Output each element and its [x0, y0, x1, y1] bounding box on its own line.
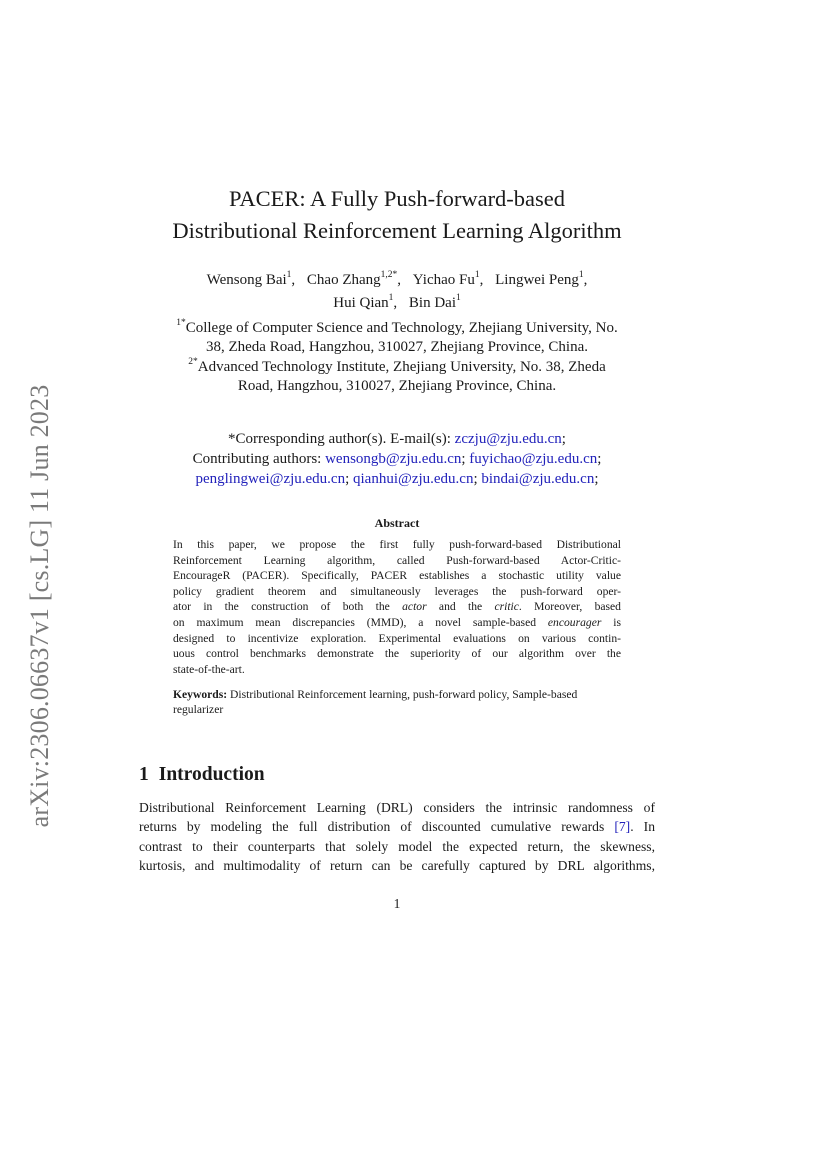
- arxiv-identifier-stamp: arXiv:2306.06637v1 [cs.LG] 11 Jun 2023: [25, 384, 54, 828]
- abstract-heading: Abstract: [374, 516, 420, 530]
- body-line: Distributional Reinforcement Learning (DRL) considers the intrinsic randomness of: [139, 800, 655, 815]
- citation-link[interactable]: [7]: [614, 819, 631, 835]
- author-name: Chao Zhang$^{1,2*}$,: [306, 270, 402, 288]
- abstract-line: designed to incentivize exploration. Experimental evaluations on various contin-: [173, 631, 621, 645]
- abstract-line: Reinforcement Learning algorithm, called Push-forward-based Actor-Critic-: [173, 553, 621, 567]
- email-link[interactable]: qianhui@zju.edu.cn: [353, 471, 474, 487]
- author-name: Hui Qian$^1$,: [333, 293, 398, 311]
- paper-title: [110, 183, 684, 247]
- section-heading-introduction: [139, 764, 265, 786]
- keywords-label: Keywords:: [173, 688, 228, 701]
- author-line-2: [150, 292, 644, 315]
- abstract-line: state-of-the-art.: [173, 662, 245, 676]
- author-name: Bin Dai$^1$: [408, 293, 461, 311]
- email-link[interactable]: wensongb@zju.edu.cn: [325, 451, 462, 467]
- email-link[interactable]: zczju@zju.edu.cn: [454, 431, 562, 447]
- body-line: returns by modeling the full distribution of discounted cumulative rewards [7]. In: [139, 819, 656, 835]
- author-line-1: [150, 269, 644, 292]
- abstract-line: ator in the construction of both the actor and the critic. Moreover, based: [173, 600, 621, 614]
- affiliation-1-line-1: $^{1*}$College of Computer Science and Technology, Zhejiang University, No.: [176, 318, 618, 336]
- abstract-line: policy gradient theorem and simultaneously leverages the push-forward oper-: [173, 584, 621, 598]
- section-title: Introduction: [158, 764, 265, 785]
- affiliations: [150, 319, 644, 397]
- author-name: Yichao Fu$^1$,: [412, 270, 484, 288]
- abstract-line: uous control benchmarks demonstrate the superiority of our algorithm over the: [173, 647, 621, 661]
- contributing-authors-line-2: penglingwei@zju.edu.cn; qianhui@zju.edu.cn; bindai@zju.edu.cn;: [195, 471, 599, 487]
- contact-emails: [150, 429, 644, 489]
- corresponding-author-line: *Corresponding author(s). E-mail(s): zczju@zju.edu.cn;: [228, 431, 566, 447]
- author-list: [150, 269, 644, 315]
- author-name: Wensong Bai$^1$,: [206, 270, 296, 288]
- abstract-line: on maximum mean discrepancies (MMD), a novel sample-based encourager is: [173, 615, 621, 629]
- abstract-text: [173, 537, 621, 677]
- email-link[interactable]: penglingwei@zju.edu.cn: [195, 471, 346, 487]
- keywords: Keywords: Distributional Reinforcement learning, push-forward policy, Sample-based regularizer: [173, 688, 578, 716]
- page-number: 1: [393, 896, 401, 911]
- affiliation-2-line-2: Road, Hangzhou, 310027, Zhejiang Province, China.: [237, 378, 557, 395]
- affiliation-2-line-1: $^{2*}$Advanced Technology Institute, Zhejiang University, No. 38, Zheda: [188, 356, 606, 375]
- title-line-1: PACER: A Fully Push-forward-based: [228, 186, 566, 211]
- email-link[interactable]: fuyichao@zju.edu.cn: [469, 451, 598, 467]
- author-name: Lingwei Peng$^1$,: [495, 270, 588, 288]
- introduction-paragraph: [139, 798, 655, 875]
- abstract-line: EncourageR (PACER). Specifically, PACER establishes a stochastic utility value: [173, 569, 621, 583]
- abstract-line: In this paper, we propose the first fully push-forward-based Distributional: [173, 538, 621, 551]
- body-line: kurtosis, and multimodality of return can be carefully captured by DRL algorithms,: [139, 857, 655, 873]
- section-number: 1: [139, 764, 149, 785]
- title-line-2: Distributional Reinforcement Learning Algorithm: [172, 218, 622, 243]
- body-line: contrast to their counterparts that solely model the expected return, the skewness,: [139, 838, 655, 854]
- contributing-authors-line-1: Contributing authors: wensongb@zju.edu.cn; fuyichao@zju.edu.cn;: [192, 451, 602, 467]
- affiliation-1-line-2: 38, Zheda Road, Hangzhou, 310027, Zhejiang Province, China.: [205, 339, 588, 356]
- email-link[interactable]: bindai@zju.edu.cn: [481, 471, 595, 487]
